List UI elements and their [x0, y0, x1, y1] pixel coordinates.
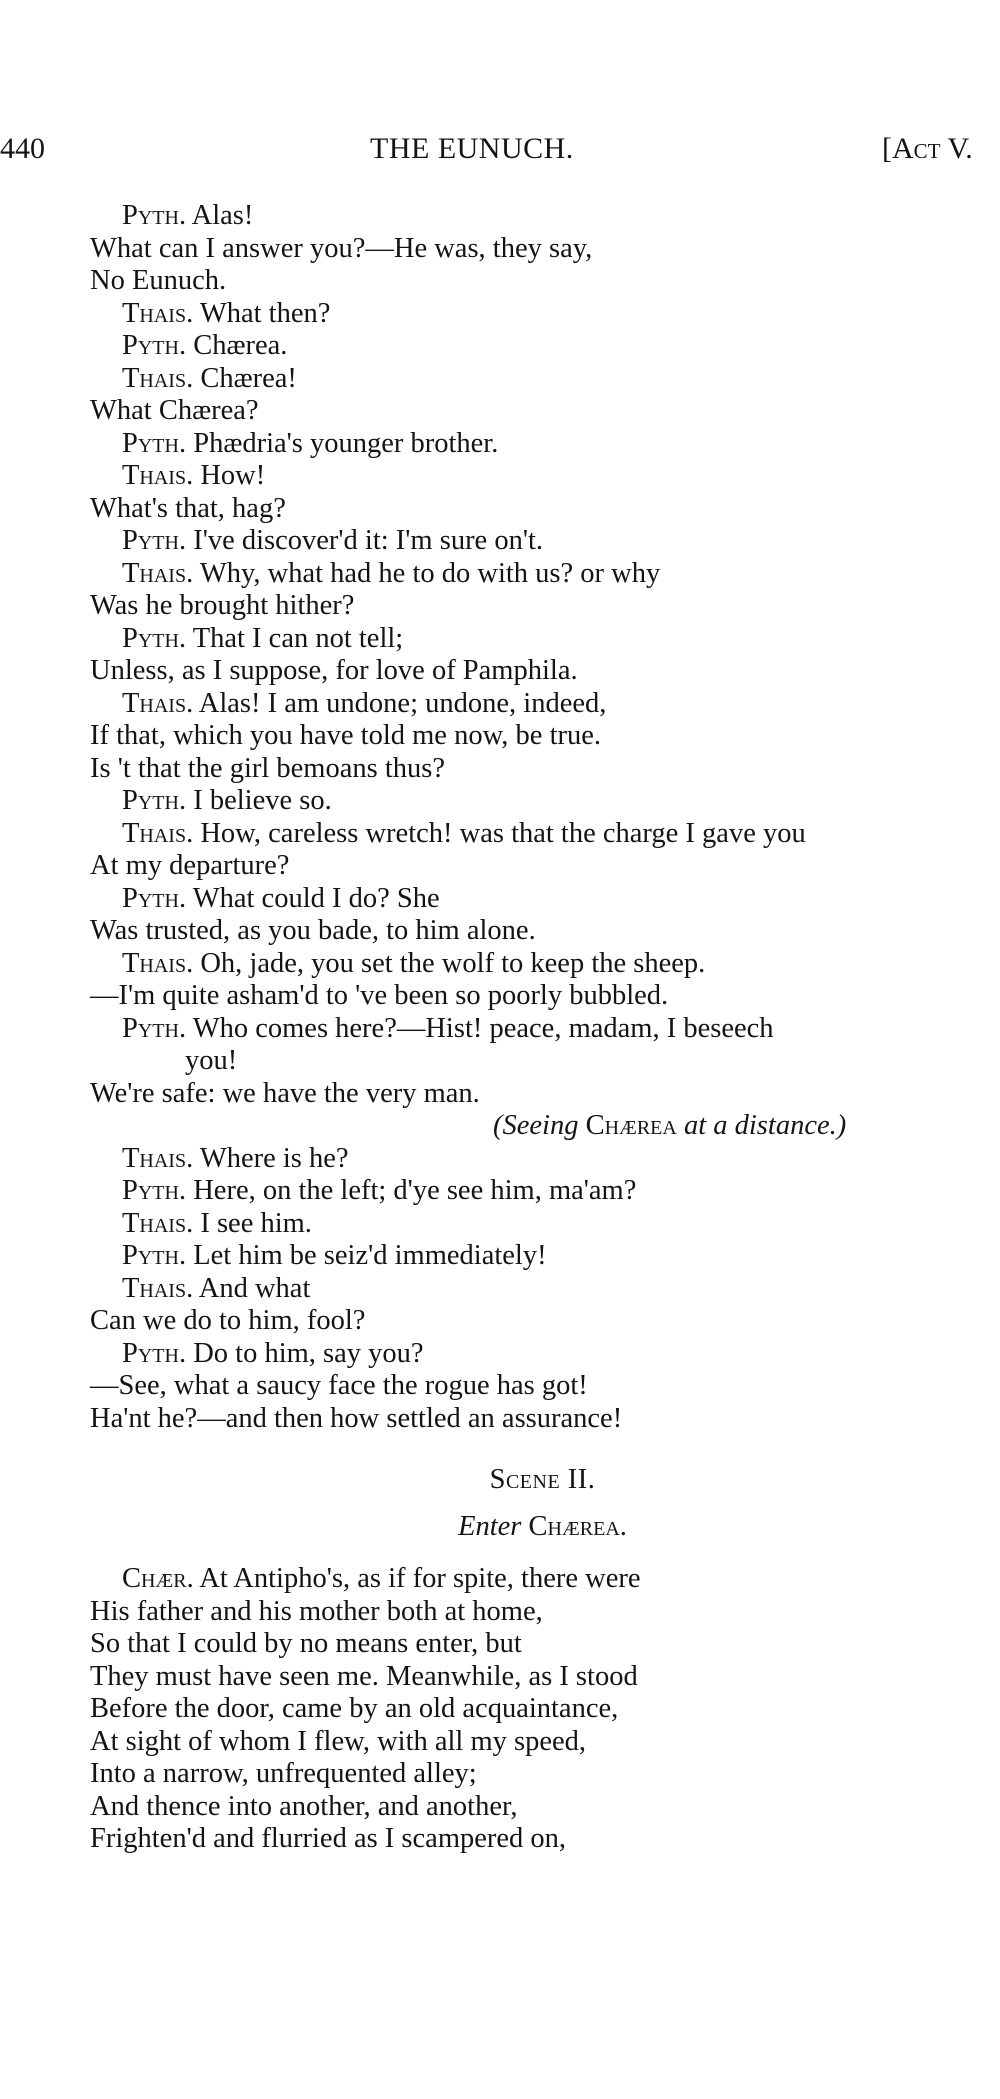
line-text: —See, what a saucy face the rogue has got!: [90, 1370, 588, 1401]
line-text: At sight of whom I flew, with all my speed,: [90, 1725, 587, 1757]
text-line: [90, 428, 995, 461]
line-text: Unless, as I suppose, for love of Pamphila.: [90, 655, 578, 686]
text-line: [90, 980, 995, 1013]
speaker-name: Thais.: [122, 947, 194, 979]
text-line: [90, 1823, 995, 1856]
speaker-name: Pyth.: [122, 785, 187, 816]
line-text: Oh, jade, you set the wolf to keep the sheep.: [193, 947, 706, 979]
speaker-name: Pyth.: [122, 882, 187, 914]
line-text: you!: [185, 1045, 238, 1076]
text-line: [90, 1273, 995, 1306]
text-line: [90, 1143, 995, 1176]
stage-direction: [90, 1110, 995, 1143]
line-text: Chærea!: [193, 362, 297, 394]
speaker-name: Pyth.: [122, 1012, 187, 1044]
text-line: [90, 1661, 995, 1694]
text-line: [90, 330, 995, 363]
line-text: What could I do? She: [186, 882, 440, 914]
speaker-name: Pyth.: [122, 1337, 187, 1369]
text-line: [90, 1208, 995, 1241]
text-line: [90, 915, 995, 948]
line-text: That I can not tell;: [186, 622, 404, 654]
text-line: [90, 883, 995, 916]
stage-direction-text: (Seeing: [493, 1110, 586, 1141]
line-text: What then?: [193, 297, 331, 329]
stage-direction-text: at a distance.): [676, 1110, 847, 1141]
line-text: Can we do to him, fool?: [90, 1305, 366, 1336]
text-line: [90, 1403, 995, 1436]
line-text: His father and his mother both at home,: [90, 1595, 543, 1627]
line-text: How!: [193, 460, 266, 491]
line-text: At Antipho's, as if for spite, there were: [193, 1563, 641, 1594]
line-text: So that I could by no means enter, but: [90, 1628, 522, 1659]
line-text: And what: [193, 1272, 311, 1304]
text-line: [90, 558, 995, 591]
text-line: [90, 1628, 995, 1661]
text-line: [90, 590, 995, 623]
text-line: [90, 1078, 995, 1111]
text-line: [90, 1013, 995, 1046]
speaker-name: Thais.: [122, 687, 194, 719]
play-text: [90, 200, 995, 1856]
line-text: Was trusted, as you bade, to him alone.: [90, 915, 536, 946]
text-line: [90, 460, 995, 493]
dialogue-block: [90, 200, 995, 1435]
stage-direction-character: Chærea: [585, 1110, 677, 1141]
speaker-name: Thais.: [122, 817, 194, 849]
line-text: Was he brought hither?: [90, 590, 355, 621]
text-line: [90, 1370, 995, 1403]
line-text: What's that, hag?: [90, 492, 286, 524]
page-header: [0, 132, 1000, 172]
line-text: Before the door, came by an old acquaintance,: [90, 1693, 619, 1724]
line-text: Phædria's younger brother.: [186, 427, 499, 459]
line-text: Frighten'd and flurried as I scampered on,: [90, 1823, 567, 1854]
speaker-name: Pyth.: [122, 1175, 187, 1206]
enter-character-name: Chærea.: [528, 1511, 627, 1542]
line-text: We're safe: we have the very man.: [90, 1077, 480, 1109]
speaker-name: Thais.: [122, 460, 194, 491]
line-text: I've discover'd it: I'm sure on't.: [186, 525, 544, 556]
line-text: Chærea.: [186, 330, 288, 361]
text-line: [90, 850, 995, 883]
line-text: Ha'nt he?—and then how settled an assurance!: [90, 1402, 623, 1434]
line-text: Do to him, say you?: [186, 1337, 424, 1369]
text-line: [90, 1175, 995, 1208]
text-line: [90, 720, 995, 753]
speaker-name: Pyth.: [122, 1240, 187, 1271]
line-text: Is 't that the girl bemoans thus?: [90, 752, 445, 784]
line-text: And thence into another, and another,: [90, 1790, 518, 1822]
line-text: I believe so.: [186, 785, 332, 816]
text-line: [90, 1563, 995, 1596]
text-line: [90, 200, 995, 233]
text-line: [90, 493, 995, 526]
running-title: THE EUNUCH.: [370, 132, 574, 165]
enter-word: Enter: [458, 1511, 522, 1542]
page-number: 440: [0, 132, 45, 165]
text-line: [90, 1596, 995, 1629]
line-text: Where is he?: [193, 1142, 349, 1174]
speaker-name: Thais.: [122, 557, 194, 589]
speaker-name: Pyth.: [122, 622, 187, 654]
text-line: [90, 948, 995, 981]
speaker-name: Thais.: [122, 1142, 194, 1174]
line-text: Into a narrow, unfrequented alley;: [90, 1758, 477, 1789]
line-text: If that, which you have told me now, be true.: [90, 720, 602, 751]
speaker-name: Chær.: [122, 1563, 194, 1594]
speaker-name: Pyth.: [122, 200, 187, 231]
line-text: —I'm quite asham'd to 've been so poorly bubbled.: [90, 980, 669, 1011]
text-line: [90, 1726, 995, 1759]
text-line: [90, 785, 995, 818]
speaker-name: Pyth.: [122, 427, 187, 459]
line-text: Why, what had he to do with us? or why: [193, 557, 661, 589]
text-line: [90, 298, 995, 331]
text-line: [90, 688, 995, 721]
text-line: [90, 818, 995, 851]
text-line: [90, 525, 995, 558]
scene-heading: Scene II.: [489, 1464, 596, 1495]
speaker-name: Thais.: [122, 362, 194, 394]
line-text: They must have seen me. Meanwhile, as I stood: [90, 1660, 638, 1692]
text-line: [90, 1758, 995, 1791]
speaker-name: Pyth.: [122, 525, 187, 556]
text-line: [90, 395, 995, 428]
text-line: [90, 623, 995, 656]
speech-block: [90, 1563, 995, 1856]
line-text: Let him be seiz'd immediately!: [186, 1240, 547, 1271]
line-text: How, careless wretch! was that the charge I gave you: [193, 817, 806, 849]
line-text: What can I answer you?—He was, they say,: [90, 232, 593, 264]
text-line: [90, 1791, 995, 1824]
line-text: Here, on the left; d'ye see him, ma'am?: [186, 1175, 637, 1206]
line-text: Who comes here?—Hist! peace, madam, I beseech: [186, 1012, 774, 1044]
text-line: [90, 363, 995, 396]
line-text: At my departure?: [90, 850, 290, 881]
line-text: What Chærea?: [90, 395, 259, 426]
act-label: [Act V.: [882, 132, 973, 165]
text-line: [90, 655, 995, 688]
text-line: [90, 1338, 995, 1371]
line-text: No Eunuch.: [90, 265, 227, 296]
speaker-name: Thais.: [122, 1272, 194, 1304]
line-text: I see him.: [193, 1207, 312, 1239]
text-line: [90, 1045, 995, 1078]
text-line: [90, 1693, 995, 1726]
stage-direction-enter: [90, 1507, 995, 1547]
text-line: [90, 233, 995, 266]
text-line: [90, 1305, 995, 1338]
line-text: Alas! I am undone; undone, indeed,: [193, 687, 607, 719]
speaker-name: Thais.: [122, 297, 194, 329]
text-line: [90, 753, 995, 786]
speaker-name: Thais.: [122, 1207, 194, 1239]
text-line: [90, 265, 995, 298]
line-text: Alas!: [186, 200, 254, 231]
speaker-name: Pyth.: [122, 330, 187, 361]
text-line: [90, 1240, 995, 1273]
